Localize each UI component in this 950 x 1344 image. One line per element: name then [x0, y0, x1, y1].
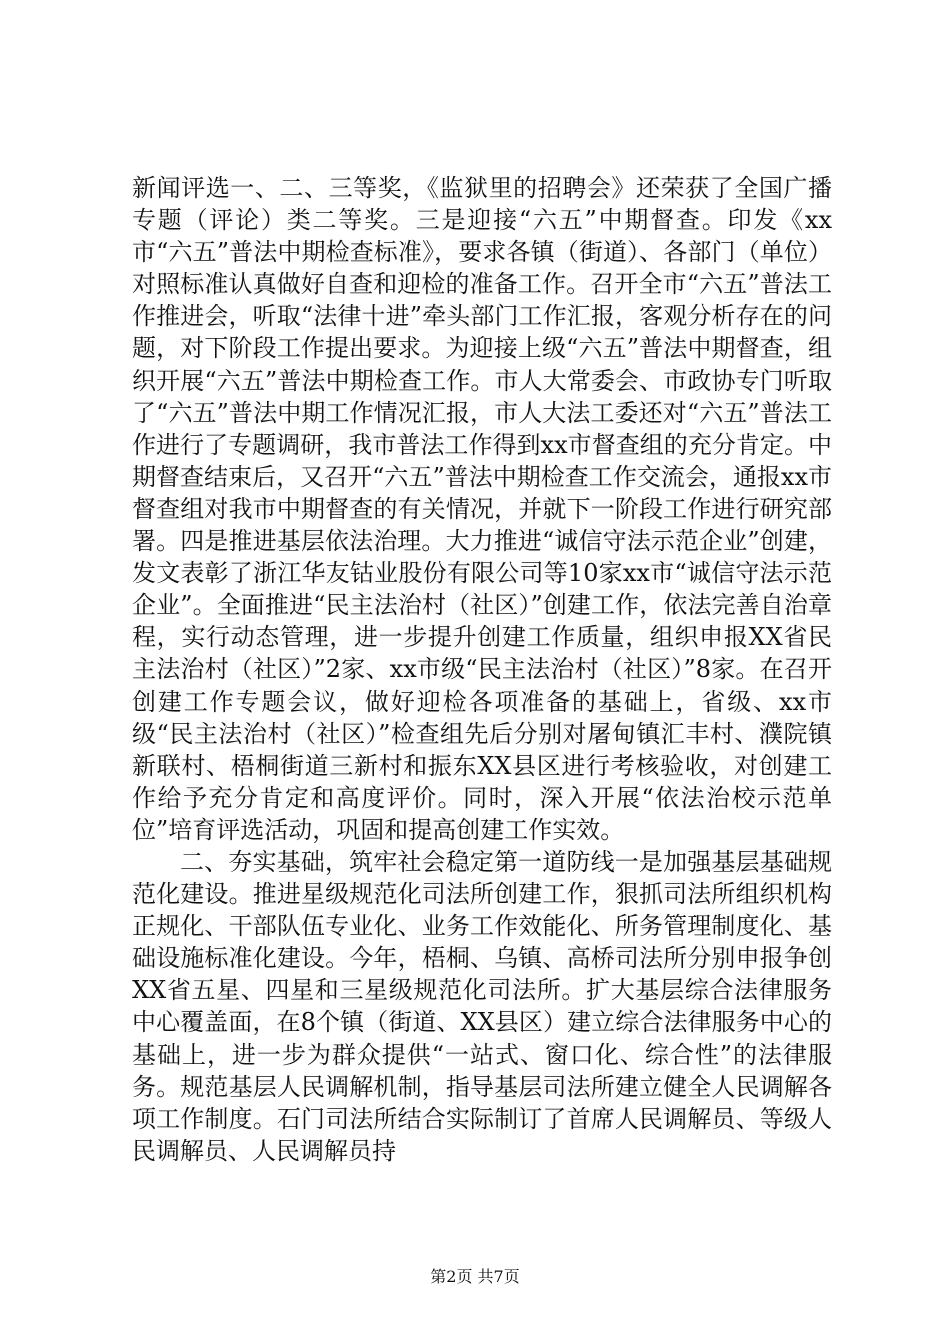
- paragraph-1: 新闻评选一、二、三等奖，《监狱里的招聘会》还荣获了全国广播专题（评论）类二等奖。三是迎接“六五”中期督查。印发《xx市“六五”普法中期检查标准》，要求各镇（街道）、各部门（单位）对照标准认真做好自查和迎检的准备工作。召开全市“六五”普法工作推进会，听取“法律十进”牵头部门工作汇报，客观分析存在的问题，对下阶段工作提出要求。为迎接上级“六五”普法中期督查，组织开展“六五”普法中期检查工作。市人大常委会、市政协专门听取了“六五”普法中期工作情况汇报，市人大法工委还对“六五”普法工作进行了专题调研，我市普法工作得到xx市督查组的充分肯定。中期督查结束后，又召开“六五”普法中期检查工作交流会，通报xx市督查组对我市中期督查的有关情况，并就下一阶段工作进行研究部署。四是推进基层依法治理。大力推进“诚信守法示范企业”创建，发文表彰了浙江华友钴业股份有限公司等10家xx市“诚信守法示范企业”。全面推进“民主法治村（社区）”创建工作，依法完善自治章程，实行动态管理，进一步提升创建工作质量，组织申报XX省民主法治村（社区）”2家、xx市级“民主法治村（社区）”8家。在召开创建工作专题会议，做好迎检各项准备的基础上，省级、xx市级“民主法治村（社区）”检查组先后分别对屠甸镇汇丰村、濮院镇新联村、梧桐街道三新村和振东XX县区进行考核验收，对创建工作给予充分肯定和高度评价。同时，深入开展“依法治校示范单位”培育评选活动，巩固和提高创建工作实效。: [132, 174, 832, 844]
- paragraph-2: 二、夯实基础，筑牢社会稳定第一道防线一是加强基层基础规范化建设。推进星级规范化司法所创建工作，狠抓司法所组织机构正规化、干部队伍专业化、业务工作效能化、所务管理制度化、基础设施标准化建设。今年，梧桐、乌镇、高桥司法所分别申报争创XX省五星、四星和三星级规范化司法所。扩大基层综合法律服务中心覆盖面，在8个镇（街道、XX县区）建立综合法律服务中心的基础上，进一步为群众提供“一站式、窗口化、综合性”的法律服务。规范基层人民调解机制，指导基层司法所建立健全人民调解各项工作制度。石门司法所结合实际制订了首席人民调解员、等级人民调解员、人民调解员持: [132, 847, 832, 1165]
- page-footer: 第2页 共7页: [430, 1267, 520, 1286]
- document-body: [132, 172, 832, 1167]
